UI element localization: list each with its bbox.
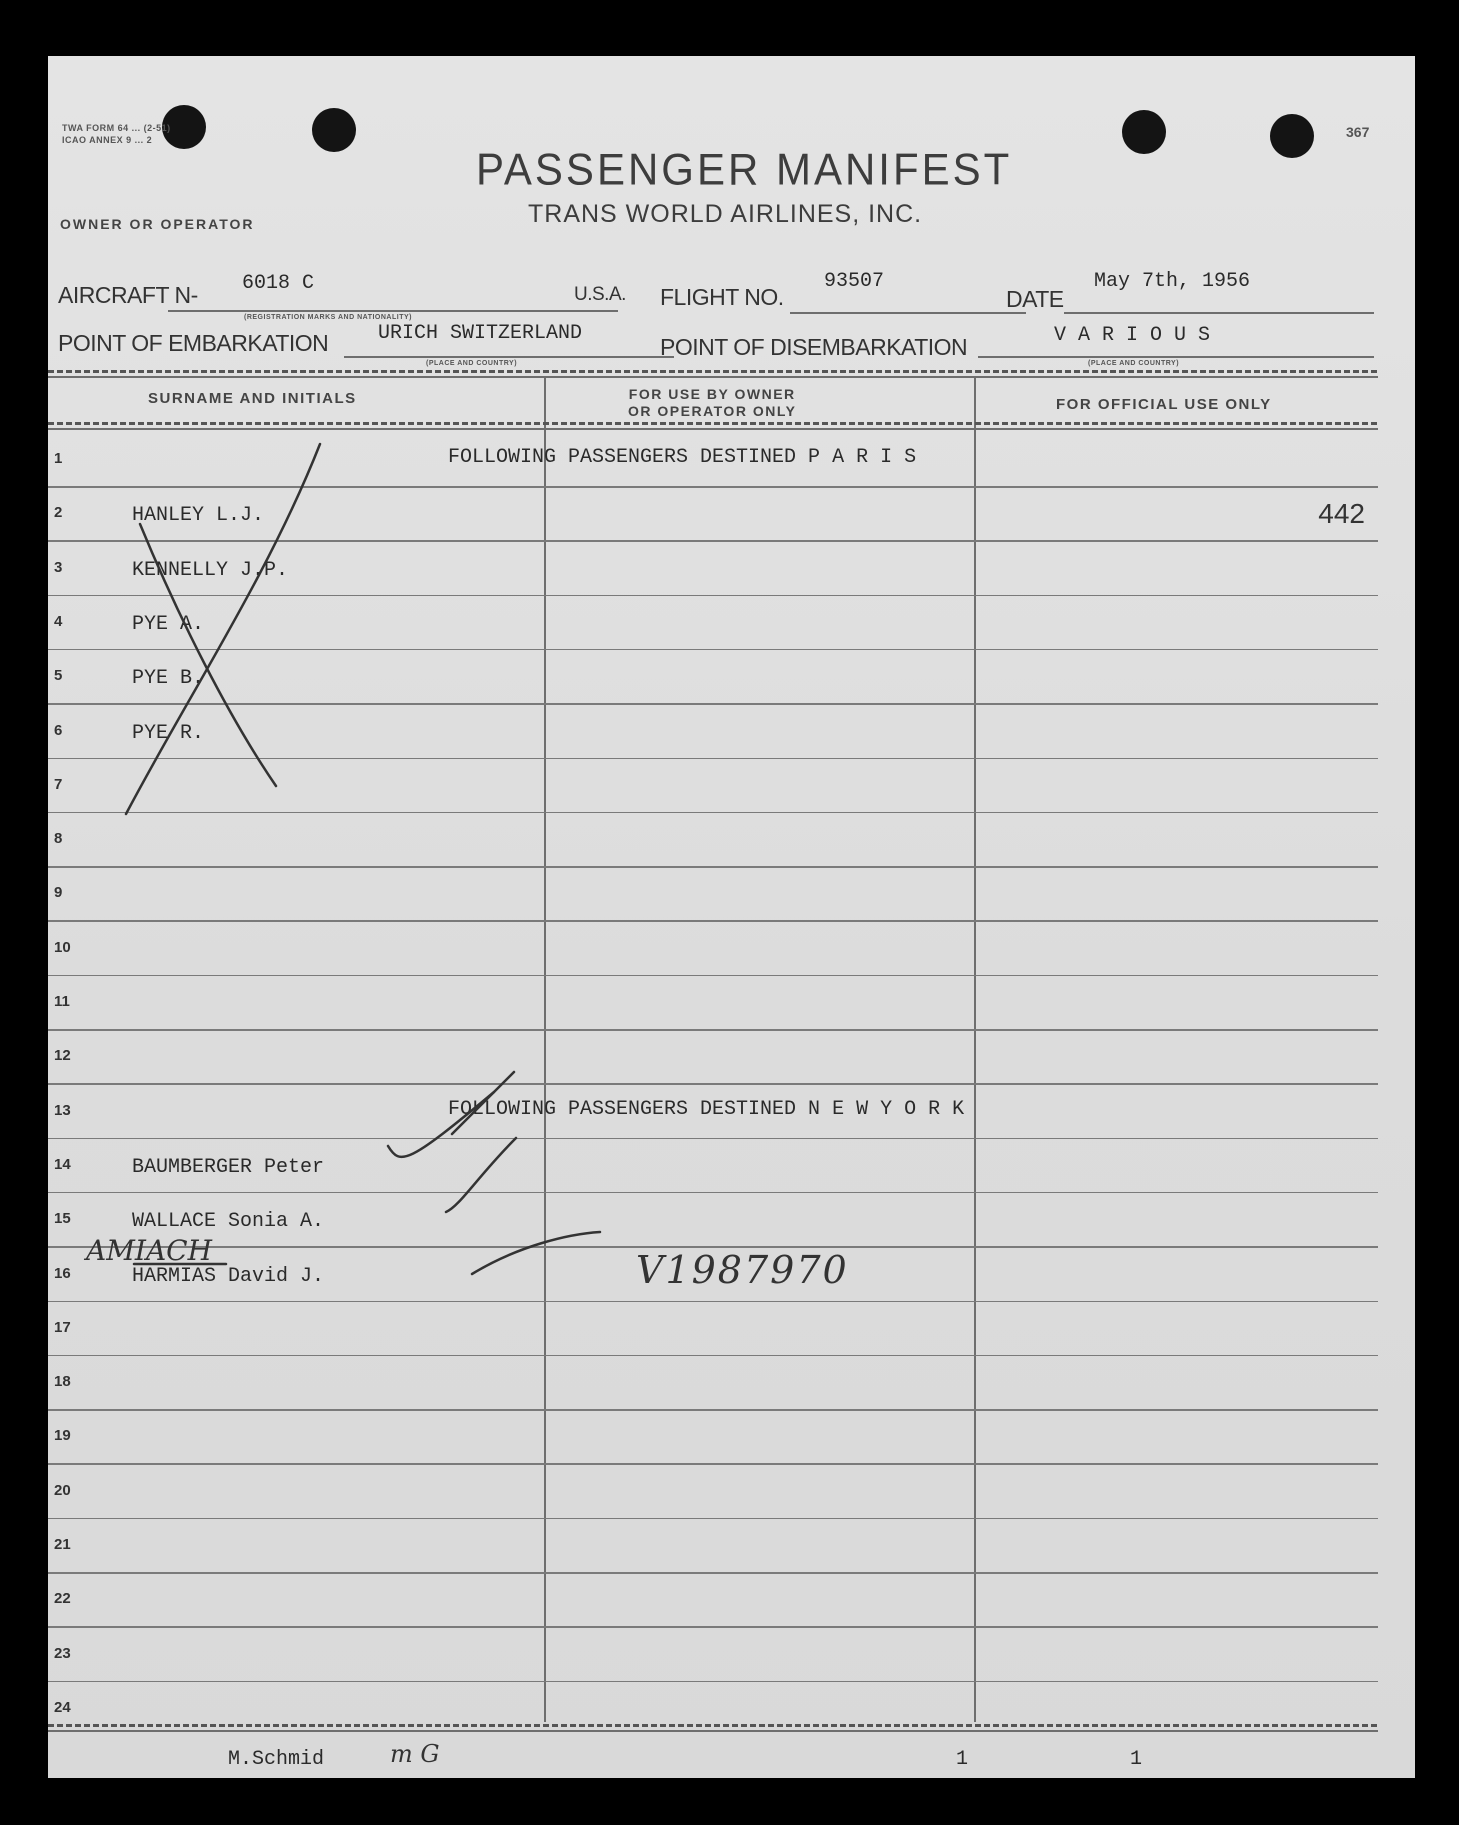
passenger-name: PYE B. xyxy=(132,667,205,691)
row-number: 14 xyxy=(54,1155,71,1173)
embark-label: POINT OF EMBARKATION xyxy=(58,330,329,356)
row-rule xyxy=(48,920,1378,922)
table-row xyxy=(48,814,1415,868)
table-bottom-rule-2 xyxy=(48,1730,1378,1732)
row-number: 3 xyxy=(54,558,63,576)
manifest-page xyxy=(48,56,1415,1778)
table-row xyxy=(48,760,1415,814)
table-row xyxy=(48,597,1415,651)
passenger-name: HANLEY L.J. xyxy=(132,504,265,528)
row-rule xyxy=(48,1301,1378,1303)
row-rule xyxy=(48,1409,1378,1411)
handwritten-number: V1987970 xyxy=(636,1248,849,1292)
signer-initials: m G xyxy=(390,1740,440,1768)
table-row xyxy=(48,1194,1415,1248)
row-number: 18 xyxy=(54,1373,71,1391)
table-row xyxy=(48,1031,1415,1085)
row-rule xyxy=(48,1463,1378,1465)
destination-note: FOLLOWING PASSENGERS DESTINED P A R I S xyxy=(448,446,917,469)
table-row xyxy=(48,434,1415,488)
row-number: 2 xyxy=(54,504,63,522)
aircraft-label: AIRCRAFT N- xyxy=(58,282,198,308)
airline-name: TRANS WORLD AIRLINES, INC. xyxy=(528,200,923,228)
row-number: 20 xyxy=(54,1481,71,1499)
row-number: 5 xyxy=(54,667,63,685)
official-count: 1 xyxy=(1130,1748,1143,1771)
passenger-name: KENNELLY J.P. xyxy=(132,558,289,582)
form-id xyxy=(62,122,171,146)
table-row xyxy=(48,1683,1415,1737)
flight-value: 93507 xyxy=(824,270,885,293)
punch-hole xyxy=(1122,110,1166,154)
row-number: 22 xyxy=(54,1590,71,1608)
row-rule xyxy=(48,540,1378,542)
row-number: 11 xyxy=(54,993,70,1010)
date-underline xyxy=(1064,312,1374,314)
row-rule xyxy=(48,812,1378,814)
row-rule xyxy=(48,595,1378,597)
flight-underline xyxy=(790,312,1026,314)
row-rule xyxy=(48,1572,1378,1574)
row-number: 8 xyxy=(54,830,63,848)
row-rule xyxy=(48,758,1378,760)
row-rule xyxy=(48,649,1378,651)
punch-hole xyxy=(1270,114,1314,158)
row-rule xyxy=(48,866,1378,868)
passenger-name: BAUMBERGER Peter xyxy=(132,1155,325,1179)
column-header-official: FOR OFFICIAL USE ONLY xyxy=(1056,396,1272,413)
table-top-rule xyxy=(48,370,1378,373)
header-bottom-rule xyxy=(48,422,1378,425)
row-number: 21 xyxy=(54,1536,71,1553)
owner-count: 1 xyxy=(956,1748,969,1771)
table-row xyxy=(48,1466,1415,1520)
row-number: 9 xyxy=(54,884,63,902)
table-top-rule-2 xyxy=(48,376,1378,378)
row-number: 1 xyxy=(54,450,63,467)
table-row xyxy=(48,543,1415,597)
row-rule xyxy=(48,1138,1378,1140)
header-bottom-rule-2 xyxy=(48,428,1378,430)
disembark-label: POINT OF DISEMBARKATION xyxy=(660,334,968,360)
official-use-value: 442 xyxy=(1318,498,1365,530)
row-rule xyxy=(48,1681,1378,1683)
row-number: 6 xyxy=(54,721,63,739)
flight-prefix: U.S.A. xyxy=(574,284,626,305)
row-rule xyxy=(48,1083,1378,1085)
table-row xyxy=(48,488,1415,542)
table-row xyxy=(48,1357,1415,1411)
table-row xyxy=(48,1303,1415,1357)
aircraft-value: 6018 C xyxy=(242,272,315,295)
table-row xyxy=(48,1140,1415,1194)
aircraft-underline xyxy=(168,310,618,312)
column-header-surname: SURNAME AND INITIALS xyxy=(148,390,357,407)
passenger-name: HARMIAS David J. xyxy=(132,1264,325,1288)
row-number: 23 xyxy=(54,1644,71,1662)
owner-label: OWNER OR OPERATOR xyxy=(60,216,255,232)
table-row xyxy=(48,1520,1415,1574)
row-rule xyxy=(48,1518,1378,1520)
page-number: 367 xyxy=(1346,124,1370,140)
row-number: 17 xyxy=(54,1318,71,1336)
table-row xyxy=(48,1411,1415,1465)
row-rule xyxy=(48,1029,1378,1031)
handwritten-correction: AMIACH xyxy=(86,1234,213,1267)
signer-name: M.Schmid xyxy=(228,1748,325,1771)
table-row xyxy=(48,977,1415,1031)
table-bottom-rule xyxy=(48,1724,1378,1727)
table-row xyxy=(48,1629,1415,1683)
row-number: 16 xyxy=(54,1264,71,1282)
row-number: 15 xyxy=(54,1210,71,1228)
row-rule xyxy=(48,1626,1378,1628)
column-header-owner xyxy=(628,386,796,420)
table-row xyxy=(48,1086,1415,1140)
form-id-line1: TWA FORM 64 ... (2-51) xyxy=(62,123,171,133)
date-label: DATE xyxy=(1006,286,1064,312)
embark-caption: (PLACE AND COUNTRY) xyxy=(426,360,518,367)
passenger-name: PYE R. xyxy=(132,721,205,745)
row-number: 7 xyxy=(54,775,63,793)
form-id-line2: ICAO ANNEX 9 ... 2 xyxy=(62,135,153,145)
destination-note: FOLLOWING PASSENGERS DESTINED N E W Y O R K xyxy=(448,1097,965,1121)
row-number: 10 xyxy=(54,938,71,956)
table-row xyxy=(48,651,1415,705)
disembark-underline xyxy=(978,356,1374,358)
table-row xyxy=(48,1574,1415,1628)
embark-value: URICH SWITZERLAND xyxy=(378,322,583,345)
disembark-caption: (PLACE AND COUNTRY) xyxy=(1088,360,1180,367)
row-number: 12 xyxy=(54,1047,71,1065)
document-title: PASSENGER MANIFEST xyxy=(476,144,1013,195)
row-number: 19 xyxy=(54,1427,71,1445)
column-header-owner-line2: OR OPERATOR ONLY xyxy=(628,403,797,419)
row-rule xyxy=(48,703,1378,705)
row-rule xyxy=(48,975,1378,977)
row-rule xyxy=(48,486,1378,488)
date-value: May 7th, 1956 xyxy=(1094,270,1251,293)
row-rule xyxy=(48,1355,1378,1357)
row-number: 13 xyxy=(54,1101,71,1119)
embark-underline xyxy=(344,356,674,358)
punch-hole xyxy=(312,108,356,152)
aircraft-caption: (REGISTRATION MARKS AND NATIONALITY) xyxy=(244,314,412,321)
column-header-owner-line1: FOR USE BY OWNER xyxy=(628,386,796,402)
row-rule xyxy=(48,1192,1378,1194)
row-number: 24 xyxy=(54,1698,71,1716)
table-row xyxy=(48,868,1415,922)
disembark-value: V A R I O U S xyxy=(1054,324,1211,347)
row-number: 4 xyxy=(54,612,63,630)
table-row xyxy=(48,706,1415,760)
flight-label: FLIGHT NO. xyxy=(660,284,784,310)
passenger-name: PYE A. xyxy=(132,612,205,636)
passenger-name: WALLACE Sonia A. xyxy=(132,1210,325,1234)
table-row xyxy=(48,923,1415,977)
